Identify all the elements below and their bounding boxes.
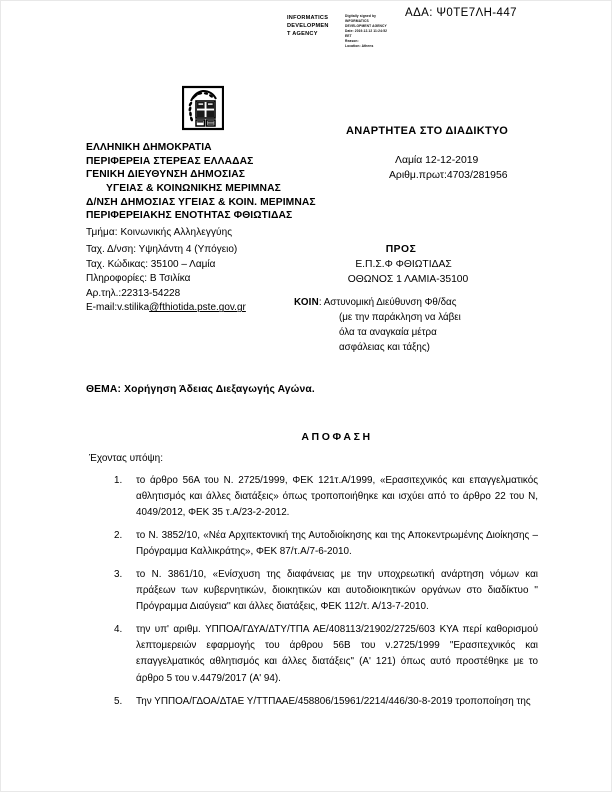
carbon-copy-block bbox=[294, 296, 461, 356]
recipient-name: Ε.Π.Σ.Φ ΦΘΙΩΤΙΔΑΣ bbox=[355, 258, 452, 270]
signature-details bbox=[345, 14, 397, 49]
koin-note-line: όλα τα αναγκαία μέτρα bbox=[339, 326, 437, 338]
greek-coat-of-arms-icon bbox=[182, 85, 224, 131]
organisation-header bbox=[86, 141, 336, 239]
recipient-block bbox=[301, 243, 601, 288]
org-line-general-directorate: ΓΕΝΙΚΗ ΔΙΕΥΘΥΝΣΗ ΔΗΜΟΣΙΑΣ bbox=[86, 169, 246, 181]
org-line-country: ΕΛΛΗΝΙΚΗ ΔΗΜΟΚΡΑΤΙΑ bbox=[86, 142, 212, 153]
list-item-number: 5. bbox=[114, 695, 123, 707]
signature-detail-line: INFORMATICS bbox=[345, 18, 369, 23]
list-item-text: το άρθρο 56Α του Ν. 2725/1999, ΦΕΚ 121τ.Α/1999, «Ερασιτεχνικός και επαγγελματικός αθλητισμός και άλλες διατάξεις» όπως τροποποιήθηκε και ισχύει από το άρθρο 22 του Ν, 4049/2012, ΦΕΚ 35 τ.Α/23-2-2012. bbox=[136, 475, 538, 519]
org-line-regional-unit: ΠΕΡΙΦΕΡΕΙΑΚΗΣ ΕΝΟΤΗΤΑΣ ΦΘΙΩΤΙΔΑΣ bbox=[86, 210, 293, 222]
signature-detail-line: Reason: bbox=[345, 38, 359, 43]
contact-email-row bbox=[86, 301, 246, 316]
digital-signature-stamp bbox=[287, 14, 397, 49]
list-item-number: 1. bbox=[114, 475, 123, 486]
signature-agency-name bbox=[287, 14, 343, 38]
org-line-directorate: Δ/ΝΣΗ ΔΗΜΟΣΙΑΣ ΥΓΕΙΑΣ & ΚΟΙΝ. ΜΕΡΙΜΝΑΣ bbox=[86, 196, 316, 208]
list-item bbox=[113, 622, 538, 686]
publication-notice: ΑΝΑΡΤΗΤΕΑ ΣΤΟ ΔΙΑΔΙΚΤΥΟ bbox=[346, 125, 509, 137]
koin-first-line bbox=[294, 296, 461, 311]
signature-detail-line: Digitally signed by bbox=[345, 14, 377, 18]
list-item-number: 3. bbox=[114, 569, 123, 581]
recipient-address: ΟΘΩΝΟΣ 1 ΛΑΜΙΑ-35100 bbox=[347, 273, 469, 285]
list-item-number: 2. bbox=[114, 530, 123, 542]
sender-contact-details bbox=[86, 243, 246, 316]
contact-email-prefix: E-mail:v.stilika bbox=[86, 302, 150, 314]
ada-number: ΑΔΑ: Ψ0ΤΕ7ΛΗ-447 bbox=[405, 7, 517, 19]
list-item bbox=[113, 567, 538, 615]
koin-recipient: : Αστυνομική Διεύθυνση Φθ/δας bbox=[318, 297, 457, 308]
list-item-number: 4. bbox=[114, 624, 123, 636]
org-department: Τμήμα: Κοινωνικής Αλληλεγγύης bbox=[86, 227, 233, 239]
koin-label: ΚΟΙΝ bbox=[294, 297, 319, 308]
signature-detail-line: EET bbox=[345, 33, 352, 38]
list-item-text: το Ν. 3852/10, «Νέα Αρχιτεκτονική της Αυτοδιοίκησης και της Αποκεντρωμένης Διοίκησης – Πρόγραμμα Καλλικράτης», ΦΕΚ 87/τ.Α/7-6-2010. bbox=[136, 530, 538, 558]
contact-phone: Αρ.τηλ.:22313-54228 bbox=[86, 287, 181, 299]
list-item-text: την υπ' αριθμ. ΥΠΠΟΑ/ΓΔΥΑ/ΔΤΥ/ΤΠΑ ΑΕ/408113/21902/2725/603 ΚΥΑ περί καθορισμού λεπτομερειών εφαρμογής του άρθρου 56Β του ν.2725/1999 "Ερασιτεχνικός και επαγγελματικός αθλητισμός και άλλες διατάξεις" (Α' 121) όπως αυτό προστέθηκε με το άρθρο 5 του ν.4479/2017 (Α' 94). bbox=[136, 624, 538, 684]
org-line-region: ΠΕΡΙΦΕΡΕΙΑ ΣΤΕΡΕΑΣ ΕΛΛΑΔΑΣ bbox=[86, 155, 254, 167]
list-item bbox=[113, 528, 538, 560]
signature-agency-line: INFORMATICS bbox=[287, 15, 329, 21]
signature-detail-line: Location: Athens bbox=[345, 43, 374, 48]
decision-preamble: Έχοντας υπόψη: bbox=[89, 453, 163, 464]
recipient-label: ΠΡΟΣ bbox=[385, 244, 417, 255]
legal-basis-list bbox=[113, 473, 538, 717]
date-protocol-block bbox=[347, 153, 508, 183]
signature-agency-line: T AGENCY bbox=[287, 31, 318, 38]
place-and-date: Λαμία 12-12-2019 bbox=[395, 155, 479, 166]
koin-note-line: ασφάλειας και τάξης) bbox=[339, 341, 430, 353]
signature-detail-line: Date: 2019.12.12 11:24:52 bbox=[345, 28, 388, 33]
list-item-text: το Ν. 3861/10, «Ενίσχυση της διαφάνειας με την υποχρεωτική ανάρτηση νόμων και πράξεων των κυβερνητικών, διοικητικών και αυτοδιοικητικών οργάνων στο διαδίκτυο '' Πρόγραμμα Διαύγεια'' και άλλες διατάξεις, ΦΕΚ 112/τ. Α/13-7-2010. bbox=[136, 569, 538, 613]
protocol-number: Αριθμ.πρωτ:4703/281956 bbox=[389, 170, 508, 182]
org-line-health-welfare: ΥΓΕΙΑΣ & ΚΟΙΝΩΝΙΚΗΣ ΜΕΡΙΜΝΑΣ bbox=[106, 183, 281, 195]
decision-title: ΑΠΟΦΑΣΗ bbox=[301, 431, 373, 443]
list-item bbox=[113, 694, 538, 710]
subject-line: ΘΕΜΑ: Χορήγηση Άδειας Διεξαγωγής Αγώνα. bbox=[86, 384, 315, 395]
list-item-text: Την ΥΠΠΟΑ/ΓΔΟΑ/ΔΤΑΕ Υ/ΤΤΠΑΑΕ/458806/15961/2214/446/30-8-2019 τροποποίηση της bbox=[136, 695, 531, 707]
signature-detail-line: DEVELOPMENT AGENCY bbox=[345, 23, 387, 28]
list-item bbox=[113, 473, 538, 521]
koin-note-line: (με την παράκληση να λάβει bbox=[339, 311, 461, 323]
contact-address: Ταχ. Δ/νση: Υψηλάντη 4 (Υπόγειο) bbox=[86, 244, 238, 255]
contact-email-link[interactable]: @fthiotida.pste.gov.gr bbox=[149, 302, 246, 314]
signature-agency-line: DEVELOPMEN bbox=[287, 23, 329, 30]
contact-postcode: Ταχ. Κώδικας: 35100 – Λαμία bbox=[86, 258, 216, 270]
contact-info-person: Πληροφορίες: Β Τσιλίκα bbox=[86, 273, 191, 285]
